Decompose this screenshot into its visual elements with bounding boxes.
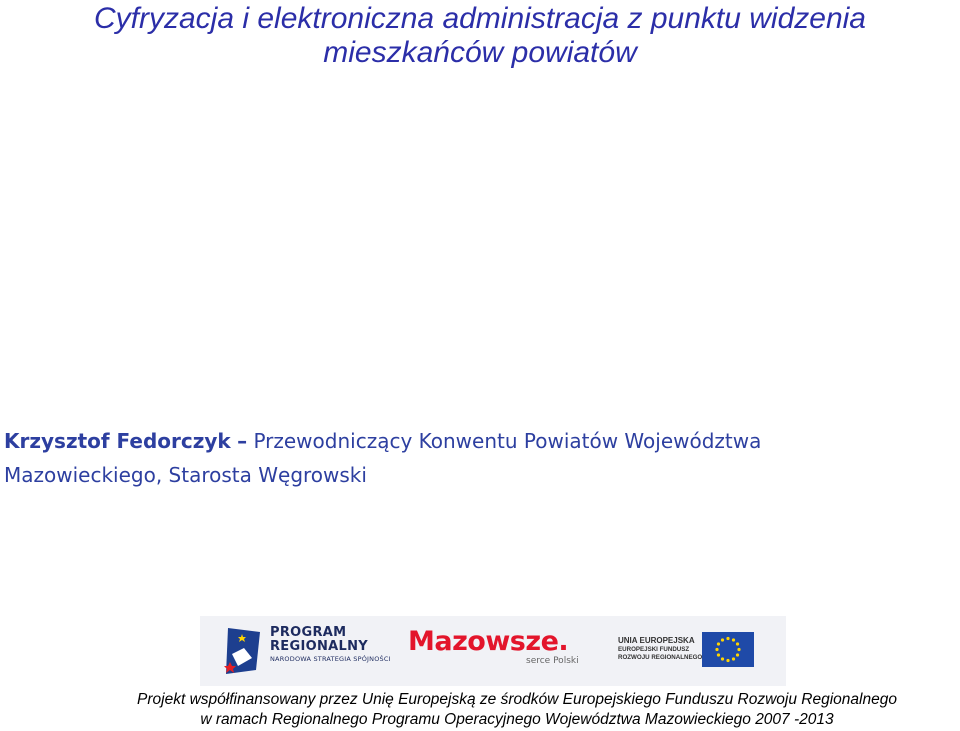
eu-star: [736, 653, 739, 656]
mazowsze-wordmark: Mazowsze.: [408, 626, 569, 657]
author-dash: –: [237, 429, 248, 453]
eu-star: [715, 648, 718, 651]
funding-footer: [0, 690, 960, 730]
eu-star: [717, 653, 720, 656]
slide-title-line-2: mieszkańców powiatów: [323, 36, 637, 69]
eu-fund-line-1: UNIA EUROPEJSKA: [618, 636, 695, 645]
program-regionalny-logo: [222, 624, 392, 680]
program-regionalny-text: [270, 626, 391, 664]
eu-star: [737, 648, 740, 651]
mazowsze-logo: [408, 626, 583, 676]
eu-star: [726, 637, 729, 640]
eu-star: [732, 638, 735, 641]
eu-star: [721, 638, 724, 641]
author-role-line-1: Przewodniczący Konwentu Powiatów Województwa: [253, 429, 762, 453]
program-regionalny-emblem-icon: [222, 624, 266, 680]
eu-star: [736, 642, 739, 645]
program-regionalny-line-3: NARODOWA STRATEGIA SPÓJNOŚCI: [270, 655, 391, 663]
author-name: Krzysztof Fedorczyk: [4, 429, 231, 453]
eu-fund-text: [618, 636, 702, 662]
eu-fund-line-2: EUROPEJSKI FUNDUSZ: [618, 646, 690, 653]
funding-logo-strip: [200, 616, 786, 686]
eu-fund-logo: [618, 634, 778, 678]
eu-star: [732, 657, 735, 660]
eu-fund-line-3: ROZWOJU REGIONALNEGO: [618, 654, 703, 661]
footer-line-1: Projekt współfinansowany przez Unię Europejską ze środków Europejskiego Funduszu Rozwoju Regionalnego: [137, 691, 897, 708]
slide-title: [0, 2, 960, 70]
eu-star: [717, 642, 720, 645]
author-role-line-2: Mazowieckiego, Starosta Węgrowski: [4, 463, 367, 487]
mazowsze-tagline: serce Polski: [526, 656, 579, 666]
program-regionalny-line-1: PROGRAM: [270, 625, 347, 640]
eu-star: [726, 659, 729, 662]
slide-title-line-1: Cyfryzacja i elektroniczna administracja z punktu widzenia: [93, 2, 866, 35]
author-block: [4, 424, 904, 492]
footer-line-2: w ramach Regionalnego Programu Operacyjnego Województwa Mazowieckiego 2007 -2013: [200, 711, 834, 728]
eu-star: [721, 657, 724, 660]
program-regionalny-line-2: REGIONALNY: [270, 639, 368, 654]
eu-flag-icon: [702, 632, 754, 667]
